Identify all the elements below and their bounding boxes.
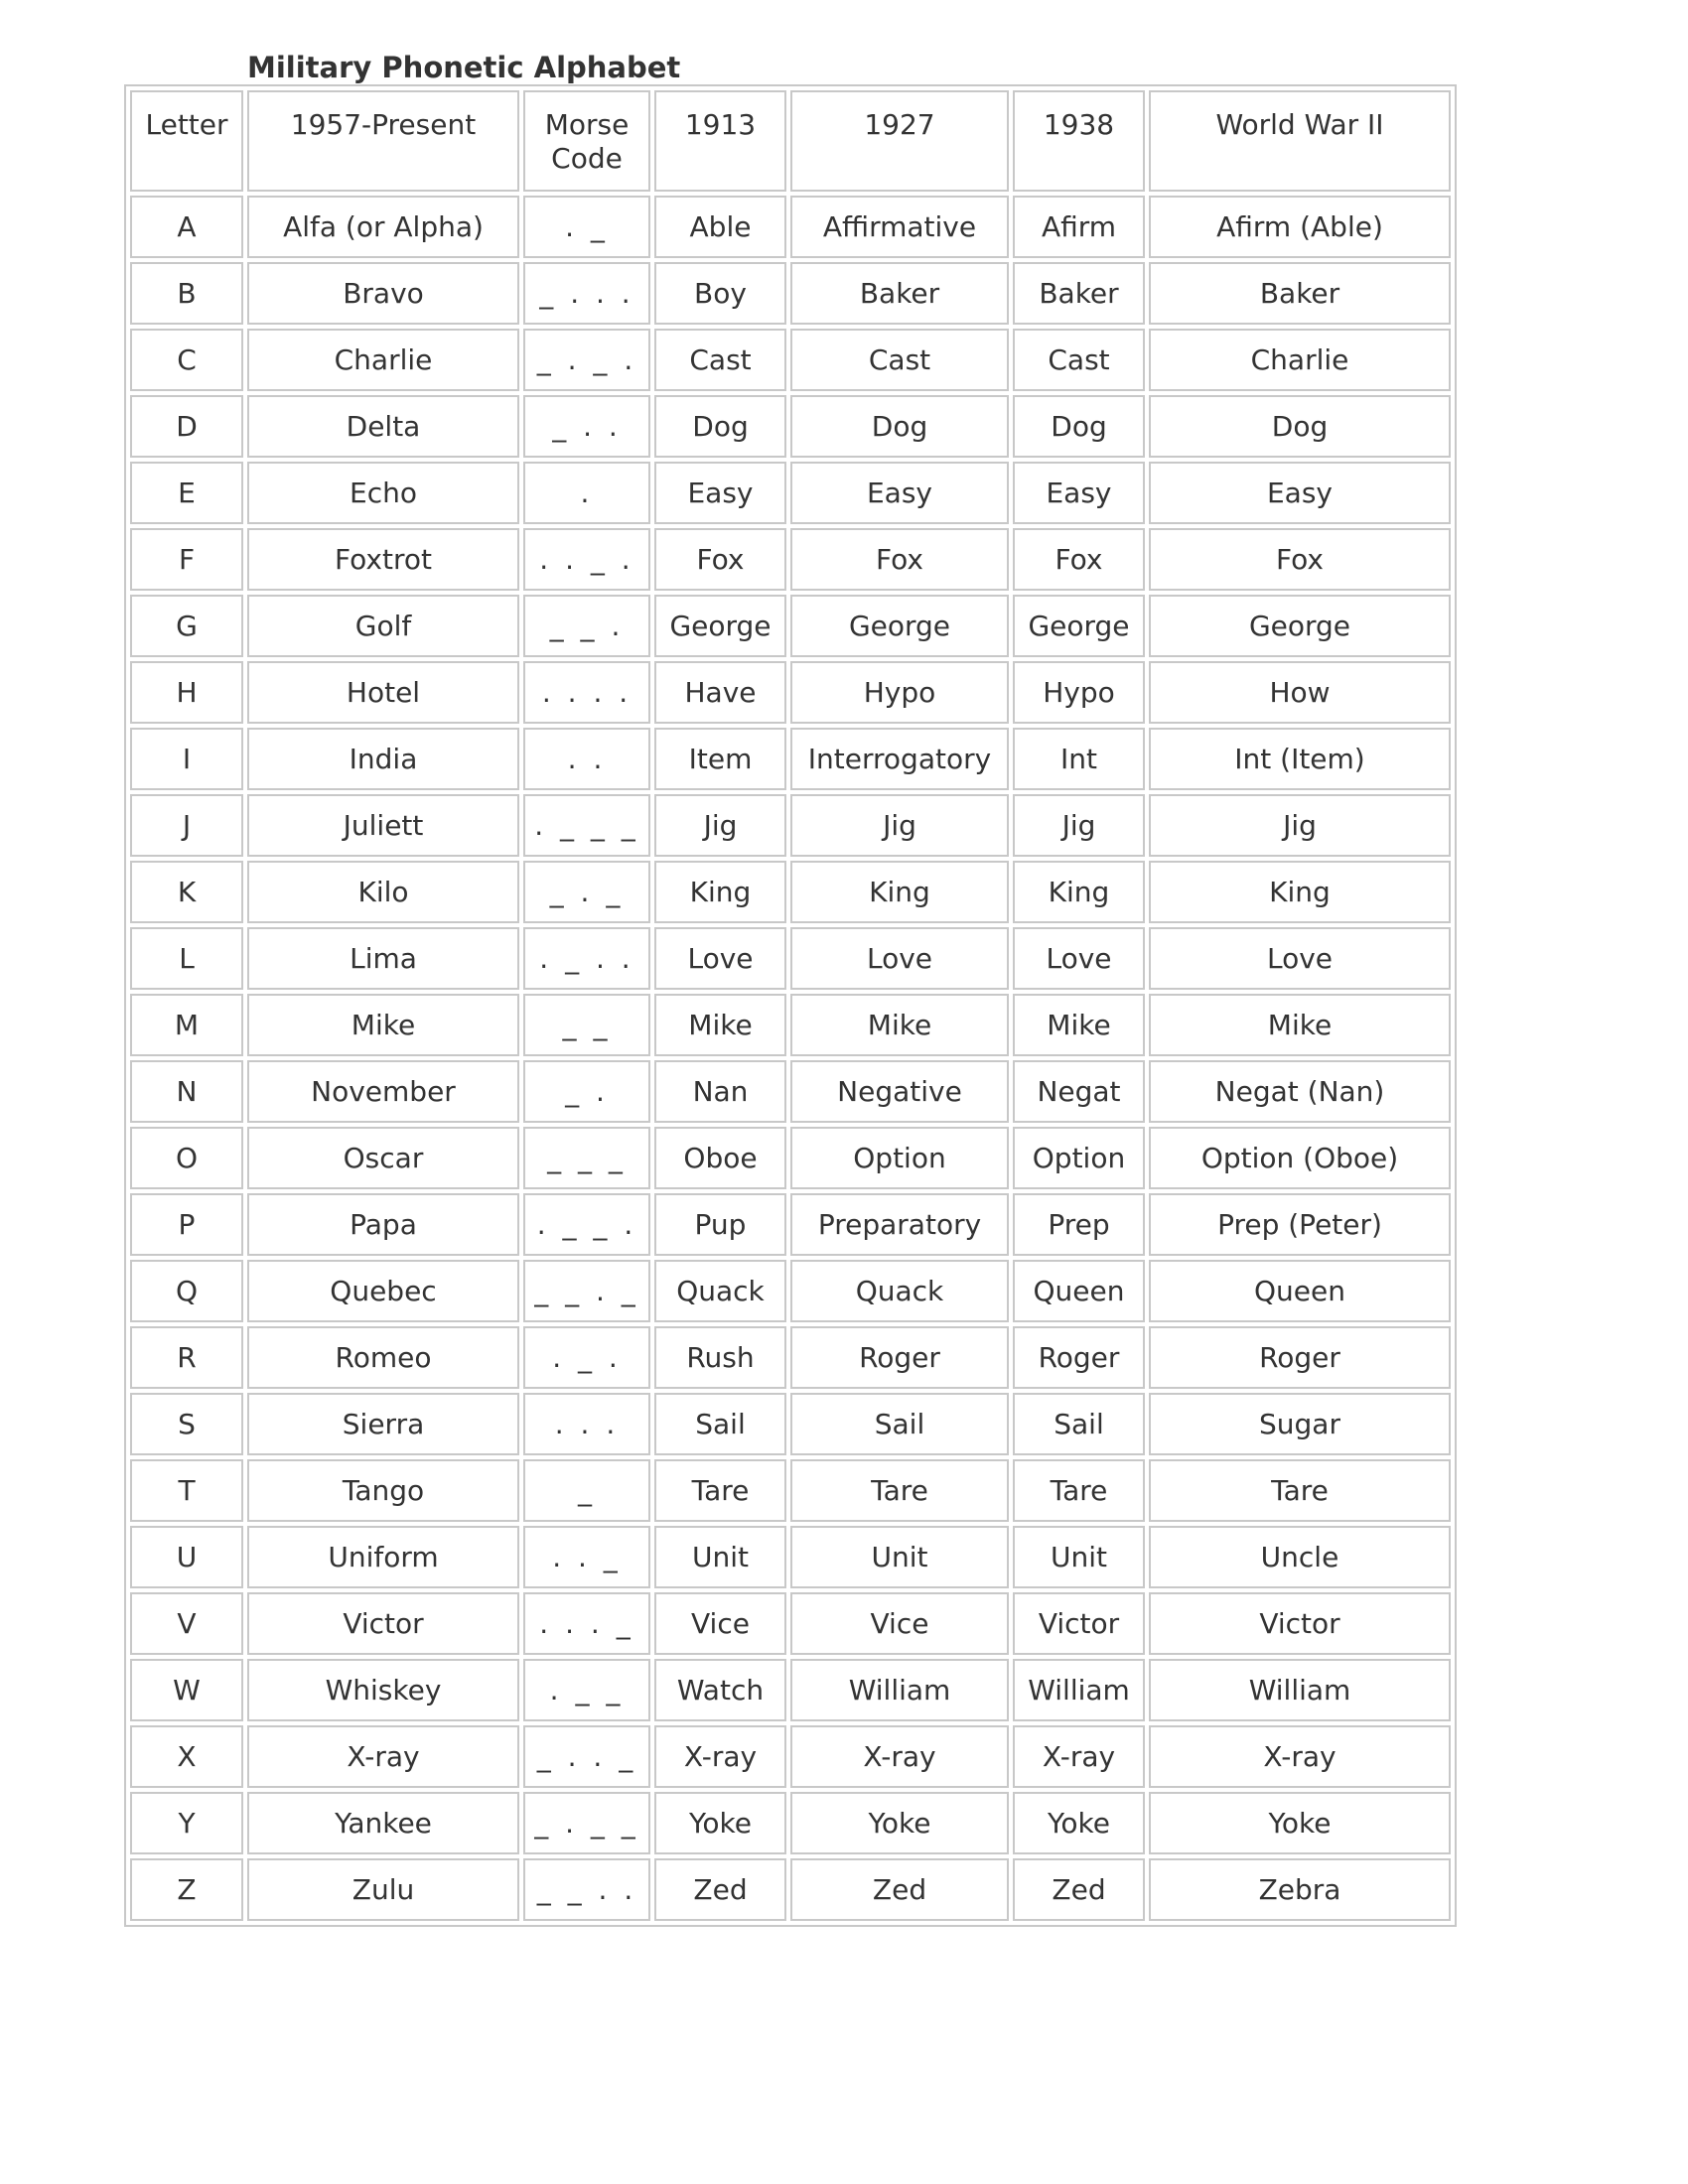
morse-code-cell: _ _ [523, 994, 650, 1056]
word-ww2-cell: X-ray [1149, 1725, 1451, 1788]
morse-code-cell: _ . _ [523, 861, 650, 923]
column-header-1938: 1938 [1013, 90, 1145, 192]
table-body [130, 196, 1451, 1921]
word-1938-cell: Afirm [1013, 196, 1145, 258]
word-1927-cell: Quack [790, 1260, 1009, 1322]
word-1913-cell: X-ray [654, 1725, 786, 1788]
letter-cell: W [130, 1659, 243, 1721]
word-1913-cell: Mike [654, 994, 786, 1056]
table-row [130, 927, 1451, 990]
word-1913-cell: Able [654, 196, 786, 258]
word-ww2-cell: Tare [1149, 1459, 1451, 1522]
word-1938-cell: Zed [1013, 1858, 1145, 1921]
word-ww2-cell: Mike [1149, 994, 1451, 1056]
column-header-letter: Letter [130, 90, 243, 192]
word-1938-cell: Mike [1013, 994, 1145, 1056]
morse-code-cell: _ . . [523, 395, 650, 458]
morse-code-cell: _ . _ . [523, 329, 650, 391]
word-1927-cell: Baker [790, 262, 1009, 325]
letter-cell: P [130, 1193, 243, 1256]
modern-word-cell: Kilo [247, 861, 519, 923]
letter-cell: O [130, 1127, 243, 1189]
word-1913-cell: Jig [654, 794, 786, 857]
word-1913-cell: Yoke [654, 1792, 786, 1854]
letter-cell: M [130, 994, 243, 1056]
morse-code-cell: . . [523, 728, 650, 790]
table-row [130, 1060, 1451, 1123]
word-1938-cell: Baker [1013, 262, 1145, 325]
word-ww2-cell: Baker [1149, 262, 1451, 325]
word-1927-cell: X-ray [790, 1725, 1009, 1788]
header-row [130, 90, 1451, 192]
modern-word-cell: Alfa (or Alpha) [247, 196, 519, 258]
word-1927-cell: Easy [790, 462, 1009, 524]
modern-word-cell: Charlie [247, 329, 519, 391]
word-1927-cell: Zed [790, 1858, 1009, 1921]
word-1938-cell: X-ray [1013, 1725, 1145, 1788]
table-row [130, 1260, 1451, 1322]
word-ww2-cell: Dog [1149, 395, 1451, 458]
letter-cell: I [130, 728, 243, 790]
column-header-1927: 1927 [790, 90, 1009, 192]
modern-word-cell: Hotel [247, 661, 519, 724]
word-1913-cell: Boy [654, 262, 786, 325]
word-1913-cell: Tare [654, 1459, 786, 1522]
letter-cell: A [130, 196, 243, 258]
morse-code-cell: . . . [523, 1393, 650, 1455]
word-ww2-cell: Prep (Peter) [1149, 1193, 1451, 1256]
word-1913-cell: Watch [654, 1659, 786, 1721]
letter-cell: V [130, 1592, 243, 1655]
modern-word-cell: November [247, 1060, 519, 1123]
word-1938-cell: Queen [1013, 1260, 1145, 1322]
word-1913-cell: King [654, 861, 786, 923]
letter-cell: X [130, 1725, 243, 1788]
word-ww2-cell: Love [1149, 927, 1451, 990]
word-1927-cell: Sail [790, 1393, 1009, 1455]
morse-code-cell: . _ _ _ [523, 794, 650, 857]
letter-cell: U [130, 1526, 243, 1588]
page-title: Military Phonetic Alphabet [247, 51, 681, 84]
morse-code-cell: _ . _ _ [523, 1792, 650, 1854]
word-1927-cell: Affirmative [790, 196, 1009, 258]
word-1938-cell: Prep [1013, 1193, 1145, 1256]
table-row [130, 794, 1451, 857]
modern-word-cell: Uniform [247, 1526, 519, 1588]
table-row [130, 1459, 1451, 1522]
word-1938-cell: George [1013, 595, 1145, 657]
letter-cell: G [130, 595, 243, 657]
word-1927-cell: Cast [790, 329, 1009, 391]
word-1927-cell: Negative [790, 1060, 1009, 1123]
word-1913-cell: Vice [654, 1592, 786, 1655]
word-1938-cell: Cast [1013, 329, 1145, 391]
morse-code-cell: . _ . [523, 1326, 650, 1389]
table-row [130, 861, 1451, 923]
word-1927-cell: Love [790, 927, 1009, 990]
modern-word-cell: Golf [247, 595, 519, 657]
word-1927-cell: Fox [790, 528, 1009, 591]
letter-cell: R [130, 1326, 243, 1389]
word-1938-cell: Dog [1013, 395, 1145, 458]
morse-code-cell: _ _ . _ [523, 1260, 650, 1322]
morse-code-cell: . . . . [523, 661, 650, 724]
word-ww2-cell: Victor [1149, 1592, 1451, 1655]
word-1927-cell: Dog [790, 395, 1009, 458]
phonetic-alphabet-table [124, 84, 1457, 1927]
word-ww2-cell: Sugar [1149, 1393, 1451, 1455]
table-row [130, 1127, 1451, 1189]
word-1927-cell: George [790, 595, 1009, 657]
table-row [130, 528, 1451, 591]
column-header-world-war-ii: World War II [1149, 90, 1451, 192]
word-1938-cell: Easy [1013, 462, 1145, 524]
word-1913-cell: Easy [654, 462, 786, 524]
modern-word-cell: Echo [247, 462, 519, 524]
letter-cell: J [130, 794, 243, 857]
column-header-1913: 1913 [654, 90, 786, 192]
modern-word-cell: Yankee [247, 1792, 519, 1854]
modern-word-cell: Quebec [247, 1260, 519, 1322]
word-1913-cell: Rush [654, 1326, 786, 1389]
modern-word-cell: Tango [247, 1459, 519, 1522]
word-1938-cell: Love [1013, 927, 1145, 990]
word-1913-cell: Have [654, 661, 786, 724]
modern-word-cell: Zulu [247, 1858, 519, 1921]
word-1913-cell: Love [654, 927, 786, 990]
table-row [130, 1792, 1451, 1854]
morse-code-cell: _ _ . [523, 595, 650, 657]
table-row [130, 395, 1451, 458]
letter-cell: S [130, 1393, 243, 1455]
morse-code-cell: _ _ . . [523, 1858, 650, 1921]
morse-code-cell: . . _ [523, 1526, 650, 1588]
word-ww2-cell: Afirm (Able) [1149, 196, 1451, 258]
table-row [130, 1592, 1451, 1655]
word-1938-cell: William [1013, 1659, 1145, 1721]
table-row [130, 1659, 1451, 1721]
word-1938-cell: Option [1013, 1127, 1145, 1189]
word-ww2-cell: Zebra [1149, 1858, 1451, 1921]
letter-cell: C [130, 329, 243, 391]
word-ww2-cell: Roger [1149, 1326, 1451, 1389]
word-1938-cell: Unit [1013, 1526, 1145, 1588]
morse-code-cell: . _ _ [523, 1659, 650, 1721]
morse-code-cell: _ . . _ [523, 1725, 650, 1788]
word-1913-cell: Oboe [654, 1127, 786, 1189]
word-1927-cell: King [790, 861, 1009, 923]
table-row [130, 1326, 1451, 1389]
table-row [130, 196, 1451, 258]
table-row [130, 262, 1451, 325]
letter-cell: D [130, 395, 243, 458]
word-1927-cell: Interrogatory [790, 728, 1009, 790]
word-1913-cell: Fox [654, 528, 786, 591]
word-ww2-cell: Charlie [1149, 329, 1451, 391]
word-1913-cell: Nan [654, 1060, 786, 1123]
letter-cell: Q [130, 1260, 243, 1322]
word-1938-cell: Yoke [1013, 1792, 1145, 1854]
word-1927-cell: Unit [790, 1526, 1009, 1588]
modern-word-cell: Whiskey [247, 1659, 519, 1721]
word-1938-cell: Victor [1013, 1592, 1145, 1655]
word-1927-cell: Preparatory [790, 1193, 1009, 1256]
modern-word-cell: Bravo [247, 262, 519, 325]
word-1938-cell: Hypo [1013, 661, 1145, 724]
modern-word-cell: Lima [247, 927, 519, 990]
word-1938-cell: Tare [1013, 1459, 1145, 1522]
word-1938-cell: Negat [1013, 1060, 1145, 1123]
morse-code-cell: . [523, 462, 650, 524]
modern-word-cell: Sierra [247, 1393, 519, 1455]
morse-code-cell: . . . _ [523, 1592, 650, 1655]
word-1938-cell: King [1013, 861, 1145, 923]
morse-code-cell: _ . . . [523, 262, 650, 325]
word-1938-cell: Fox [1013, 528, 1145, 591]
word-ww2-cell: Queen [1149, 1260, 1451, 1322]
letter-cell: L [130, 927, 243, 990]
letter-cell: H [130, 661, 243, 724]
modern-word-cell: Papa [247, 1193, 519, 1256]
letter-cell: E [130, 462, 243, 524]
morse-code-cell: . _ . . [523, 927, 650, 990]
word-1927-cell: Mike [790, 994, 1009, 1056]
word-1927-cell: Option [790, 1127, 1009, 1189]
word-ww2-cell: Negat (Nan) [1149, 1060, 1451, 1123]
word-1927-cell: Vice [790, 1592, 1009, 1655]
letter-cell: N [130, 1060, 243, 1123]
word-1913-cell: Unit [654, 1526, 786, 1588]
modern-word-cell: X-ray [247, 1725, 519, 1788]
table-row [130, 994, 1451, 1056]
modern-word-cell: Delta [247, 395, 519, 458]
word-1938-cell: Sail [1013, 1393, 1145, 1455]
table-row [130, 329, 1451, 391]
word-1927-cell: Tare [790, 1459, 1009, 1522]
word-ww2-cell: Jig [1149, 794, 1451, 857]
table-row [130, 1858, 1451, 1921]
morse-code-cell: . _ _ . [523, 1193, 650, 1256]
word-1938-cell: Roger [1013, 1326, 1145, 1389]
table-row [130, 1725, 1451, 1788]
word-1913-cell: Quack [654, 1260, 786, 1322]
table-row [130, 728, 1451, 790]
morse-code-cell: _ _ _ [523, 1127, 650, 1189]
word-ww2-cell: Easy [1149, 462, 1451, 524]
word-1913-cell: Dog [654, 395, 786, 458]
letter-cell: B [130, 262, 243, 325]
word-ww2-cell: William [1149, 1659, 1451, 1721]
word-1927-cell: Roger [790, 1326, 1009, 1389]
word-1913-cell: Item [654, 728, 786, 790]
column-header-1957-present: 1957-Present [247, 90, 519, 192]
letter-cell: Z [130, 1858, 243, 1921]
modern-word-cell: Romeo [247, 1326, 519, 1389]
word-1938-cell: Int [1013, 728, 1145, 790]
modern-word-cell: India [247, 728, 519, 790]
word-ww2-cell: King [1149, 861, 1451, 923]
modern-word-cell: Victor [247, 1592, 519, 1655]
column-header-morse-code: Morse Code [523, 90, 650, 192]
letter-cell: Y [130, 1792, 243, 1854]
word-ww2-cell: How [1149, 661, 1451, 724]
letter-cell: F [130, 528, 243, 591]
modern-word-cell: Oscar [247, 1127, 519, 1189]
table-row [130, 462, 1451, 524]
morse-code-cell: _ . [523, 1060, 650, 1123]
word-1938-cell: Jig [1013, 794, 1145, 857]
morse-code-cell: . _ [523, 196, 650, 258]
word-1913-cell: Sail [654, 1393, 786, 1455]
table-row [130, 595, 1451, 657]
word-1927-cell: Yoke [790, 1792, 1009, 1854]
modern-word-cell: Juliett [247, 794, 519, 857]
word-ww2-cell: George [1149, 595, 1451, 657]
word-1927-cell: William [790, 1659, 1009, 1721]
word-ww2-cell: Fox [1149, 528, 1451, 591]
word-ww2-cell: Uncle [1149, 1526, 1451, 1588]
word-1927-cell: Jig [790, 794, 1009, 857]
word-1913-cell: George [654, 595, 786, 657]
word-ww2-cell: Int (Item) [1149, 728, 1451, 790]
word-ww2-cell: Yoke [1149, 1792, 1451, 1854]
morse-code-cell: . . _ . [523, 528, 650, 591]
word-1913-cell: Cast [654, 329, 786, 391]
modern-word-cell: Mike [247, 994, 519, 1056]
table-row [130, 1393, 1451, 1455]
modern-word-cell: Foxtrot [247, 528, 519, 591]
letter-cell: K [130, 861, 243, 923]
word-ww2-cell: Option (Oboe) [1149, 1127, 1451, 1189]
table-row [130, 661, 1451, 724]
table-row [130, 1526, 1451, 1588]
letter-cell: T [130, 1459, 243, 1522]
word-1913-cell: Pup [654, 1193, 786, 1256]
table-row [130, 1193, 1451, 1256]
word-1913-cell: Zed [654, 1858, 786, 1921]
morse-code-cell: _ [523, 1459, 650, 1522]
word-1927-cell: Hypo [790, 661, 1009, 724]
